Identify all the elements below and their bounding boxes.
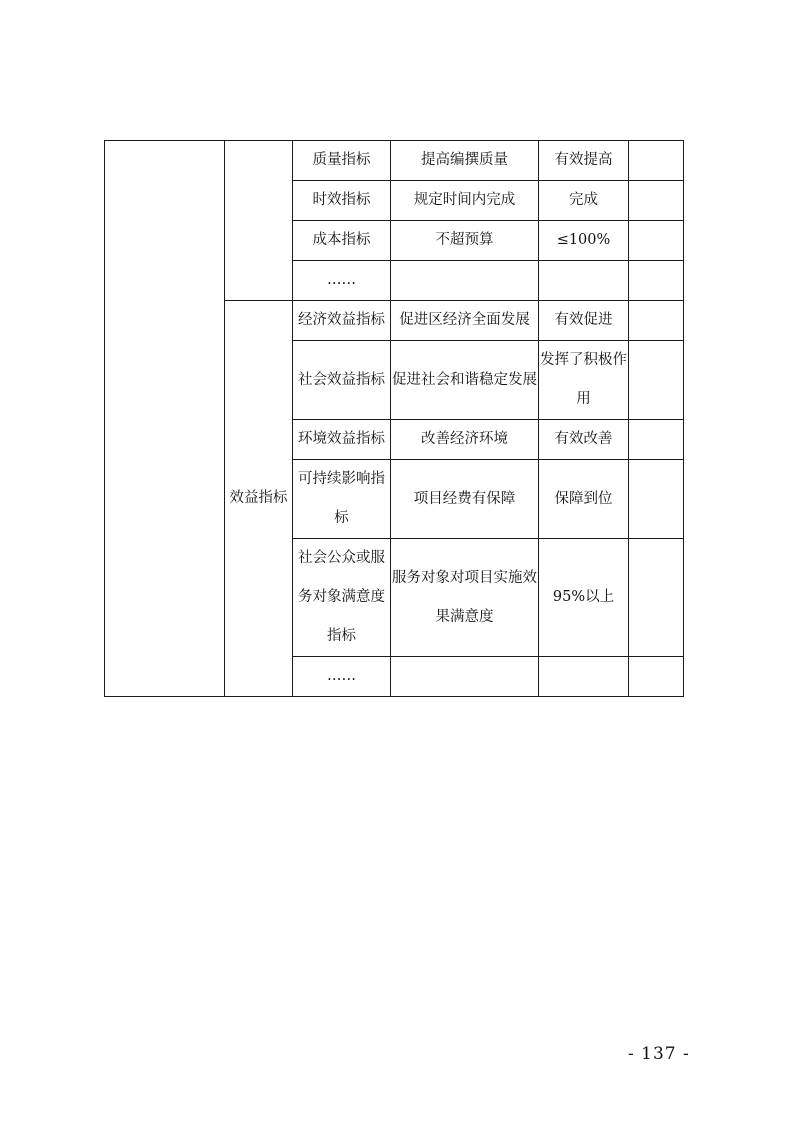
extra-cell [629, 460, 684, 539]
extra-cell [629, 657, 684, 697]
level3-indicator-cell: 质量指标 [293, 141, 391, 181]
level2-benefit-cell: 效益指标 [225, 301, 293, 697]
indicator-content-cell: 不超预算 [391, 221, 539, 261]
level3-indicator-cell: …… [293, 657, 391, 697]
indicator-target-cell: 95%以上 [539, 539, 629, 657]
extra-cell [629, 539, 684, 657]
indicator-content-cell: 提高编撰质量 [391, 141, 539, 181]
indicator-target-cell [539, 261, 629, 301]
level3-indicator-cell: 成本指标 [293, 221, 391, 261]
extra-cell [629, 420, 684, 460]
level3-indicator-cell: 可持续影响指标 [293, 460, 391, 539]
extra-cell [629, 181, 684, 221]
level3-indicator-cell: 时效指标 [293, 181, 391, 221]
indicator-content-cell: 项目经费有保障 [391, 460, 539, 539]
indicator-content-cell [391, 261, 539, 301]
indicator-content-cell: 促进社会和谐稳定发展 [391, 341, 539, 420]
indicator-target-cell: 有效促进 [539, 301, 629, 341]
indicator-target-cell: 有效提高 [539, 141, 629, 181]
indicator-target-cell: ≤100% [539, 221, 629, 261]
page-number: - 137 - [628, 1044, 690, 1064]
extra-cell [629, 341, 684, 420]
level2-output-cell [225, 141, 293, 301]
indicator-target-cell [539, 657, 629, 697]
level3-indicator-cell: 社会效益指标 [293, 341, 391, 420]
indicator-content-cell [391, 657, 539, 697]
performance-indicator-table [104, 140, 684, 697]
indicator-target-cell: 完成 [539, 181, 629, 221]
indicator-target-cell: 有效改善 [539, 420, 629, 460]
level3-indicator-cell: …… [293, 261, 391, 301]
indicator-target-cell: 保障到位 [539, 460, 629, 539]
level3-indicator-cell: 社会公众或服务对象满意度指标 [293, 539, 391, 657]
indicator-content-cell: 促进区经济全面发展 [391, 301, 539, 341]
indicator-content-cell: 服务对象对项目实施效果满意度 [391, 539, 539, 657]
level3-indicator-cell: 环境效益指标 [293, 420, 391, 460]
extra-cell [629, 221, 684, 261]
level3-indicator-cell: 经济效益指标 [293, 301, 391, 341]
extra-cell [629, 141, 684, 181]
extra-cell [629, 261, 684, 301]
indicator-target-cell: 发挥了积极作用 [539, 341, 629, 420]
table-row [105, 141, 684, 181]
indicator-content-cell: 改善经济环境 [391, 420, 539, 460]
level1-indicator-cell [105, 141, 225, 697]
indicator-content-cell: 规定时间内完成 [391, 181, 539, 221]
extra-cell [629, 301, 684, 341]
